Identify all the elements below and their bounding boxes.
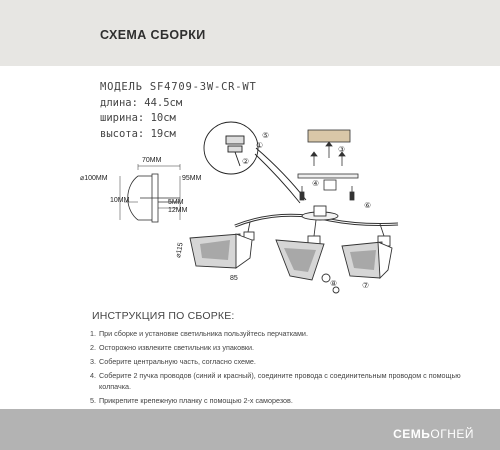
step-number: 3. <box>90 357 96 367</box>
brand-logo <box>393 427 474 441</box>
dim-85: 85 <box>230 275 238 282</box>
wiring-detail-drawing <box>204 122 306 203</box>
dim-12: 12ММ <box>168 207 188 214</box>
spec-width: ширина: 10см <box>100 112 176 125</box>
callout-7: ⑦ <box>362 281 370 290</box>
callout-3: ③ <box>338 145 346 154</box>
dim-115: ⌀115 <box>175 241 185 259</box>
step-text: Прикрепите крепежную планку с помощью 2-х саморезов. <box>99 395 293 405</box>
dim-100: ⌀100ММ <box>80 175 108 182</box>
brand-name-bold: СЕМЬ <box>393 427 431 441</box>
spec-height: высота: 19см <box>100 127 176 140</box>
callout-5: ⑤ <box>262 131 270 140</box>
dim-5: 5ММ <box>168 199 184 206</box>
step-number: 1. <box>90 329 96 338</box>
ceiling-bracket-drawing <box>298 130 358 200</box>
callout-4: ④ <box>312 179 320 188</box>
brand-name-light: ОГНЕЙ <box>430 427 474 441</box>
dim-95: 95ММ <box>182 175 202 182</box>
page-title: СХЕМА СБОРКИ <box>100 28 206 42</box>
instruction-step <box>90 329 485 340</box>
callout-6: ⑥ <box>364 201 372 210</box>
step-text: При сборке и установке светильника пользуйтесь перчатками. <box>99 329 308 338</box>
step-text: Соберите центральную часть, согласно схеме. <box>99 357 256 367</box>
instruction-step <box>90 396 485 407</box>
assembly-diagram <box>80 108 410 308</box>
instructions-title: ИНСТРУКЦИЯ ПО СБОРКЕ: <box>92 310 235 322</box>
step-number: 4. <box>90 371 96 381</box>
callout-2: ② <box>242 157 250 166</box>
dim-70: 70ММ <box>142 157 162 164</box>
step-number: 2. <box>90 343 96 353</box>
step-number: 5. <box>90 395 96 405</box>
instruction-step <box>90 343 485 354</box>
step-text: Осторожно извлеките светильник из упаковки. <box>99 343 255 353</box>
footer-bar <box>0 409 500 450</box>
instruction-step <box>90 371 485 392</box>
header-bar <box>0 0 500 66</box>
fixture-drawing <box>190 206 398 293</box>
step-text: Соберите 2 пучка проводов (синий и красный), соедините провода с соединительным проводом с помощью колпачка. <box>99 371 461 391</box>
instruction-step <box>90 357 485 368</box>
spec-length: длина: 44.5см <box>100 96 183 109</box>
spec-model: МОДЕЛЬ SF4709-3W-CR-WT <box>100 81 257 93</box>
dim-10: 10ММ <box>110 197 130 204</box>
callout-1: ① <box>256 141 264 150</box>
callout-8: ⑧ <box>330 279 338 288</box>
